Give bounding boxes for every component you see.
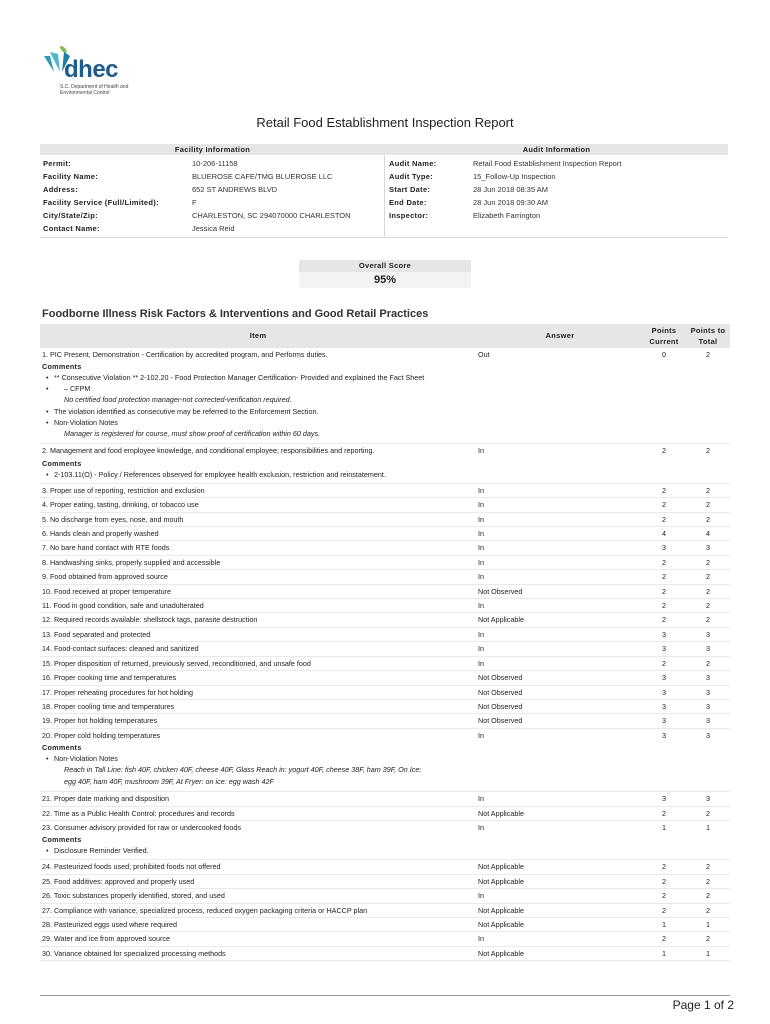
overall-score-value: 95%: [299, 272, 471, 288]
table-row: [40, 792, 730, 806]
points-total: 2: [706, 500, 710, 510]
points-current: 2: [662, 485, 666, 495]
audit-info: [385, 155, 728, 237]
field-label: End Date:: [389, 198, 427, 207]
points-total: 2: [706, 934, 710, 944]
comment-continuation: [42, 383, 474, 394]
field-label: City/State/Zip:: [43, 211, 98, 220]
points-total: 2: [706, 485, 710, 495]
points-current: 2: [662, 572, 666, 582]
table-row: [40, 628, 730, 642]
table-row: [40, 484, 730, 498]
table-row: [40, 599, 730, 613]
points-total: 1: [706, 822, 710, 832]
answer: Not Applicable: [478, 905, 524, 915]
answer: In: [478, 500, 484, 510]
header-line: Current: [649, 337, 679, 346]
facility-field: [40, 222, 384, 235]
answer: Out: [478, 350, 490, 359]
item-label: 1. PIC Present, Demonstration - Certification by accredited program, and Performs duties.: [42, 350, 328, 359]
audit-info-header: Audit Information: [522, 145, 591, 154]
table-row: [40, 700, 730, 714]
points-total: 2: [706, 446, 710, 456]
comments-heading: Comments: [42, 362, 82, 372]
comment-bullet: • Disclosure Reminder Verified.: [42, 845, 474, 856]
points-current: 4: [662, 529, 666, 539]
field-label: Start Date:: [389, 185, 431, 194]
item-label: 26. Toxic substances properly identified, stored, and used: [42, 891, 225, 901]
answer: Not Observed: [478, 586, 523, 596]
field-value: Elizabeth Farrington: [473, 211, 541, 220]
points-current: 2: [662, 500, 666, 510]
points-total: 1: [706, 919, 710, 929]
answer: Not Applicable: [478, 948, 524, 958]
info-table: [40, 144, 728, 238]
audit-field: [385, 196, 728, 209]
points-current: 1: [662, 948, 666, 958]
item-label: 14. Food-contact surfaces: cleaned and sanitized: [42, 644, 199, 654]
points-current: 2: [662, 514, 666, 524]
points-current: 3: [662, 716, 666, 726]
audit-field: [385, 183, 728, 196]
answer: In: [478, 891, 484, 901]
points-total: 1: [706, 948, 710, 958]
comment-bullet: • ** Consecutive Violation ** 2-102.20 - Food Protection Manager Certification- Provided and explained the Fact Sheet: [42, 372, 474, 383]
answer: Not Observed: [478, 673, 523, 683]
items-table-header: [40, 324, 730, 348]
points-total: 3: [706, 687, 710, 697]
col-points-total-header: [686, 324, 730, 348]
table-row: [40, 444, 730, 483]
answer: In: [478, 822, 484, 832]
table-row: [40, 642, 730, 656]
points-total: 3: [706, 701, 710, 711]
item-label: 9. Food obtained from approved source: [42, 572, 168, 582]
points-current: 2: [662, 876, 666, 886]
item-label: 13. Food separated and protected: [42, 629, 151, 639]
table-row: [40, 527, 730, 541]
field-value: 652 ST ANDREWS BLVD: [192, 185, 278, 194]
points-total: 3: [706, 716, 710, 726]
table-row: [40, 541, 730, 555]
answer: Not Observed: [478, 716, 523, 726]
item-label: 3. Proper use of reporting, restriction and exclusion: [42, 485, 205, 495]
logo-subtext: S.C. Department of Health and Environmental Control: [60, 84, 129, 96]
answer: In: [478, 485, 484, 495]
points-current: 2: [662, 586, 666, 596]
header-line: Points: [651, 326, 677, 335]
field-value: Retail Food Establishment Inspection Report: [473, 159, 622, 168]
facility-field: [40, 157, 384, 170]
points-current: 2: [662, 557, 666, 567]
points-total: 2: [706, 658, 710, 668]
field-value: 10-206-11158: [192, 159, 238, 168]
field-value: CHARLESTON, SC 294070000 CHARLESTON: [192, 211, 351, 220]
points-total: 2: [706, 350, 710, 359]
points-current: 3: [662, 730, 666, 740]
field-value: 28 Jun 2018 08:35 AM: [473, 185, 549, 194]
item-label: 24. Pasteurized foods used; prohibited foods not offered: [42, 862, 221, 872]
answer: Not Applicable: [478, 919, 524, 929]
field-label: Contact Name:: [43, 224, 100, 233]
comments-heading: Comments: [42, 743, 82, 753]
table-row: [40, 671, 730, 685]
item-label: 22. Time as a Public Health Control: procedures and records: [42, 808, 235, 818]
field-label: Inspector:: [389, 211, 429, 220]
item-label: 20. Proper cold holding temperatures: [42, 730, 161, 740]
comment-bullet: • Non-Violation Notes: [42, 417, 474, 428]
item-label: 10. Food received at proper temperature: [42, 586, 172, 596]
points-total: 2: [706, 808, 710, 818]
comment-bullet: • Non-Violation Notes: [42, 753, 474, 764]
table-row: [40, 513, 730, 527]
answer: In: [478, 934, 484, 944]
points-total: 2: [706, 862, 710, 872]
field-label: Audit Name:: [389, 159, 437, 168]
answer: In: [478, 644, 484, 654]
points-total: 3: [706, 629, 710, 639]
table-row: [40, 932, 730, 946]
col-item-header: Item: [249, 331, 267, 340]
answer: In: [478, 629, 484, 639]
comment-note: egg 40F, ham 40F, mushroom 39F, At Fryer: on ice: egg wash 42F: [64, 777, 274, 787]
items-table: [40, 324, 730, 961]
points-total: 2: [706, 572, 710, 582]
points-current: 3: [662, 794, 666, 804]
table-row: [40, 947, 730, 961]
facility-field: [40, 170, 384, 183]
points-total: 3: [706, 794, 710, 804]
points-total: 2: [706, 586, 710, 596]
item-label: 28. Pasteurized eggs used where required: [42, 919, 178, 929]
table-row: [40, 570, 730, 584]
item-label: 21. Proper date marking and disposition: [42, 794, 170, 804]
col-answer-header: Answer: [545, 331, 575, 340]
answer: Not Applicable: [478, 876, 524, 886]
header-line: Points to: [690, 326, 726, 335]
table-row: [40, 686, 730, 700]
field-value: 28 Jun 2018 09:30 AM: [473, 198, 549, 207]
table-row: [40, 875, 730, 889]
points-current: 3: [662, 701, 666, 711]
item-label: 30. Variance obtained for specialized processing methods: [42, 948, 226, 958]
field-label: Permit:: [43, 159, 71, 168]
facility-field: [40, 196, 384, 209]
item-label: 7. No bare hand contact with RTE foods: [42, 543, 170, 553]
item-label: 15. Proper disposition of returned, previously served, reconditioned, and unsafe food: [42, 658, 311, 668]
item-label: 17. Proper reheating procedures for hot holding: [42, 687, 194, 697]
answer: In: [478, 529, 484, 539]
comment-text: – CFPM: [64, 384, 91, 394]
field-value: Jessica Reid: [192, 224, 235, 233]
table-row: [40, 498, 730, 512]
field-label: Facility Name:: [43, 172, 99, 181]
item-label: 19. Proper hot holding temperatures: [42, 716, 158, 726]
points-current: 3: [662, 687, 666, 697]
table-row: [40, 348, 730, 444]
table-row: [40, 860, 730, 874]
item-label: 25. Food additives: approved and properly used: [42, 876, 195, 886]
item-label: 11. Food in good condition, safe and unadulterated: [42, 601, 204, 611]
points-current: 2: [662, 862, 666, 872]
section-title: Foodborne Illness Risk Factors & Interventions and Good Retail Practices: [42, 308, 429, 320]
points-current: 2: [662, 446, 666, 456]
overall-score-label: Overall Score: [299, 260, 471, 272]
comment-note: Reach in Tall Line: fish 40F, chicken 40F, cheese 40F, Glass Reach in: yogurt 40F, cheese 38F, ham 39F, On Ice:: [64, 765, 422, 775]
table-row: [40, 729, 730, 792]
field-value: F: [192, 198, 197, 207]
audit-field: [385, 209, 728, 222]
points-total: 3: [706, 543, 710, 553]
col-points-current-header: [642, 324, 686, 348]
item-label: 29. Water and ice from approved source: [42, 934, 170, 944]
item-label: 2. Management and food employee knowledge, and conditional employee; responsibilities and reporting.: [42, 446, 375, 456]
comment-bullet: • 2-103.11(O) - Policy / References observed for employee health exclusion, restriction and reinstatement.: [42, 469, 474, 480]
logo-wordmark: dhec: [64, 56, 119, 83]
table-row: [40, 918, 730, 932]
comments-heading: Comments: [42, 458, 82, 468]
answer: Not Applicable: [478, 808, 524, 818]
table-row: [40, 556, 730, 570]
points-current: 2: [662, 891, 666, 901]
points-current: 3: [662, 673, 666, 683]
facility-info: [40, 155, 385, 237]
points-current: 2: [662, 615, 666, 625]
points-total: 2: [706, 891, 710, 901]
item-label: 16. Proper cooking time and temperatures: [42, 673, 177, 683]
item-label: 23. Consumer advisory provided for raw or undercooked foods: [42, 822, 241, 832]
comment-note: Manager is registered for course, must show proof of certification within 60 days.: [64, 429, 321, 439]
comment-bullet: • The violation identified as consecutive may be referred to the Enforcement Section.: [42, 406, 474, 417]
item-label: 5. No discharge from eyes, nose, and mouth: [42, 514, 184, 524]
answer: Not Observed: [478, 687, 523, 697]
points-total: 2: [706, 876, 710, 886]
item-label: 18. Proper cooling time and temperatures: [42, 701, 175, 711]
points-current: 2: [662, 601, 666, 611]
table-row: [40, 821, 730, 860]
facility-field: [40, 183, 384, 196]
audit-field: [385, 170, 728, 183]
answer: In: [478, 730, 484, 740]
answer: In: [478, 601, 484, 611]
points-total: 3: [706, 673, 710, 683]
item-label: 4. Proper eating, tasting, drinking, or tobacco use: [42, 500, 199, 510]
footer-divider: [40, 995, 730, 996]
answer: In: [478, 446, 484, 456]
field-label: Address:: [43, 185, 78, 194]
points-total: 3: [706, 730, 710, 740]
item-label: 8. Handwashing sinks, properly supplied and accessible: [42, 557, 221, 567]
points-current: 0: [662, 350, 666, 359]
comment-note: No certified food protection manager-not corrected-verification required.: [64, 395, 292, 405]
header-line: Total: [698, 337, 718, 346]
points-current: 2: [662, 658, 666, 668]
points-total: 2: [706, 905, 710, 915]
table-row: [40, 714, 730, 728]
points-current: 3: [662, 543, 666, 553]
points-total: 3: [706, 644, 710, 654]
field-label: Audit Type:: [389, 172, 433, 181]
points-current: 3: [662, 629, 666, 639]
answer: In: [478, 658, 484, 668]
table-row: [40, 807, 730, 821]
report-title: Retail Food Establishment Inspection Report: [256, 115, 514, 130]
answer: In: [478, 543, 484, 553]
points-total: 4: [706, 529, 710, 539]
answer: In: [478, 572, 484, 582]
table-row: [40, 585, 730, 599]
audit-field: [385, 157, 728, 170]
answer: Not Applicable: [478, 615, 524, 625]
points-total: 2: [706, 514, 710, 524]
points-current: 2: [662, 934, 666, 944]
points-total: 2: [706, 615, 710, 625]
points-total: 2: [706, 601, 710, 611]
answer: In: [478, 794, 484, 804]
points-current: 2: [662, 905, 666, 915]
points-current: 1: [662, 822, 666, 832]
points-current: 1: [662, 919, 666, 929]
table-row: [40, 904, 730, 918]
answer: In: [478, 557, 484, 567]
points-current: 3: [662, 644, 666, 654]
answer: In: [478, 514, 484, 524]
field-label: Facility Service (Full/Limited):: [43, 198, 159, 207]
page-number: Page 1 of 2: [672, 998, 734, 1012]
item-label: 27. Compliance with variance, specialized process, reduced oxygen packaging criteria or HACCP plan: [42, 905, 368, 915]
table-row: [40, 889, 730, 903]
dhec-logo: [40, 42, 150, 98]
points-current: 2: [662, 808, 666, 818]
item-label: 6. Hands clean and properly washed: [42, 529, 159, 539]
item-label: 12. Required records available: shellstock tags, parasite destruction: [42, 615, 258, 625]
points-total: 2: [706, 557, 710, 567]
answer: Not Applicable: [478, 862, 524, 872]
answer: Not Observed: [478, 701, 523, 711]
field-value: BLUEROSE CAFE/TMG BLUEROSE LLC: [192, 172, 333, 181]
overall-score-box: [299, 260, 471, 288]
facility-info-header: Facility Information: [174, 145, 251, 154]
field-value: 15_Follow-Up Inspection: [473, 172, 556, 181]
comments-heading: Comments: [42, 835, 82, 845]
table-row: [40, 613, 730, 627]
facility-field: [40, 209, 384, 222]
table-row: [40, 657, 730, 671]
